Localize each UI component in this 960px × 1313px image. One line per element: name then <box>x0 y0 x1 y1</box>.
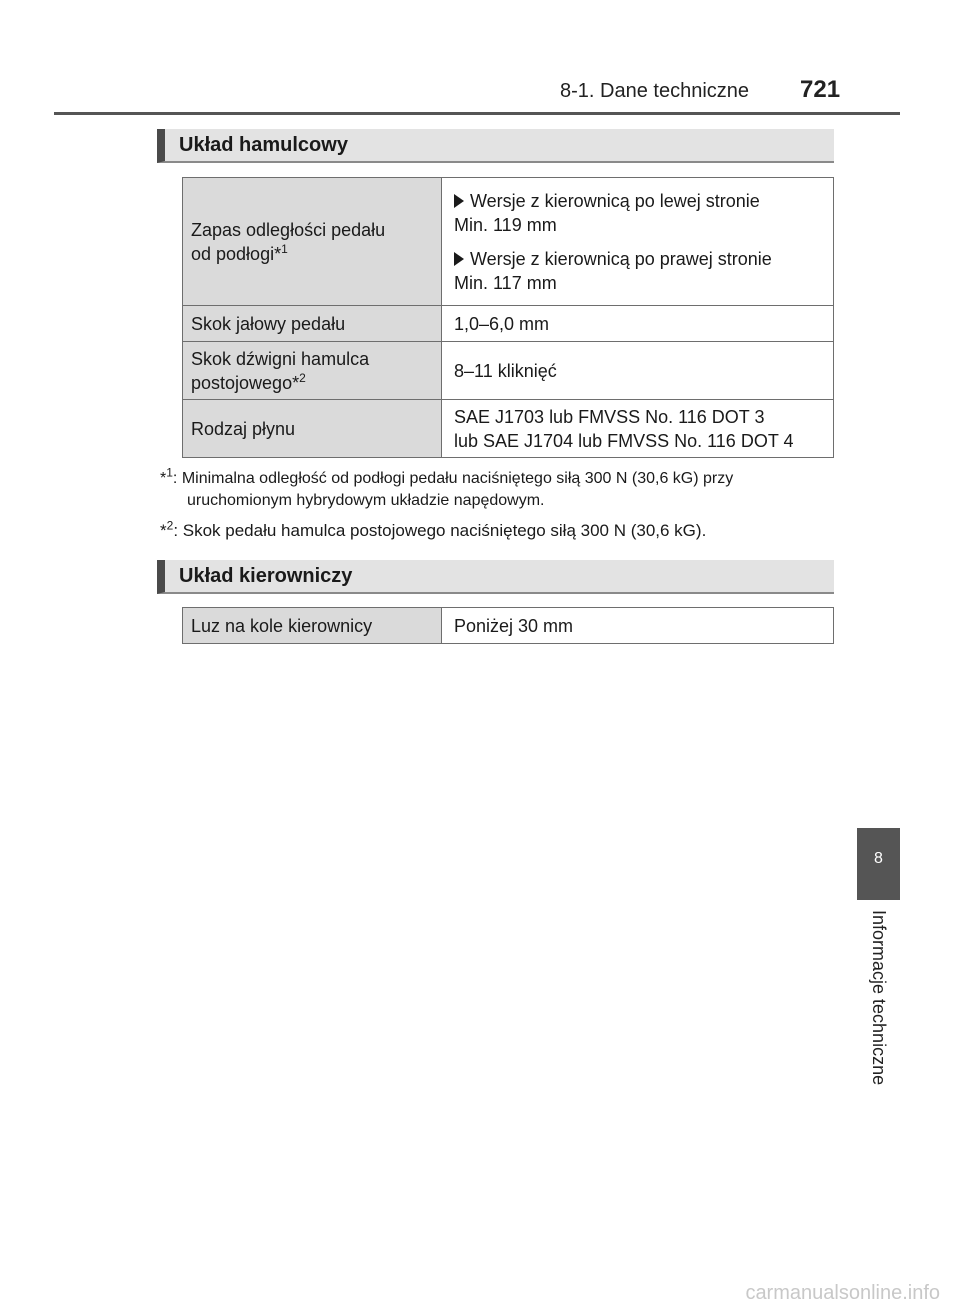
footnote-mark: 1 <box>281 241 288 256</box>
footnote-number: 2 <box>166 518 174 533</box>
triangle-bullet-icon <box>454 194 464 208</box>
free-play-value: 1,0–6,0 mm <box>442 306 834 342</box>
list-item <box>454 247 821 271</box>
bullet-value: Min. 119 mm <box>454 214 557 235</box>
footnote-2 <box>160 520 820 542</box>
footnote-1 <box>160 465 820 512</box>
fluid-line-2: lub SAE J1704 lub FMVSS No. 116 DOT 4 <box>454 430 794 451</box>
footnote-mark: 2 <box>299 370 306 385</box>
wheel-play-label: Luz na kole kierownicy <box>183 608 442 644</box>
footnote-text: : Skok pedału hamulca postojowego naciśniętego siłą 300 N (30,6 kG). <box>173 521 707 540</box>
steering-heading-text: Układ kierowniczy <box>179 565 353 587</box>
bullet-text: Wersje z kierownicą po prawej stronie <box>470 248 772 269</box>
table-row <box>183 608 834 644</box>
bullet-value: Min. 117 mm <box>454 272 557 293</box>
bullet-text: Wersje z kierownicą po lewej stronie <box>470 190 760 211</box>
braking-heading <box>157 129 834 163</box>
header-rule <box>54 112 900 115</box>
chapter-label: Informacje techniczne <box>869 910 889 1086</box>
braking-heading-text: Układ hamulcowy <box>179 134 348 156</box>
footnote-number: 1 <box>166 465 173 480</box>
watermark: carmanualsonline.info <box>745 1282 940 1304</box>
fluid-line-1: SAE J1703 lub FMVSS No. 116 DOT 3 <box>454 406 765 427</box>
fluid-type-label: Rodzaj płynu <box>183 400 442 458</box>
chapter-number: 8 <box>874 850 883 867</box>
parking-lever-value: 8–11 kliknięć <box>442 342 834 400</box>
steering-table <box>182 607 834 644</box>
footnote-star: * <box>160 470 167 487</box>
table-row <box>183 400 834 458</box>
footnote-text-cont: uruchomionym hybrydowym układzie napędowym. <box>187 492 545 509</box>
chapter-tab <box>857 828 900 900</box>
list-item <box>454 189 821 213</box>
table-row <box>183 342 834 400</box>
footnote-text: : Minimalna odległość od podłogi pedału naciśniętego siłą 300 N (30,6 kG) przy <box>172 470 734 487</box>
label-text: Skok dźwigni hamulca postojowego* <box>191 348 370 393</box>
free-play-label: Skok jałowy pedału <box>183 306 442 342</box>
wheel-play-value: Poniżej 30 mm <box>442 608 834 644</box>
footnote-star: * <box>160 521 167 540</box>
label-text: Zapas odległości pedału od podłogi* <box>191 219 386 264</box>
table-row <box>183 178 834 306</box>
triangle-bullet-icon <box>454 252 464 266</box>
page-number: 721 <box>800 76 841 103</box>
steering-heading <box>157 560 834 594</box>
pedal-clearance-label <box>183 178 442 306</box>
pedal-clearance-value <box>442 178 834 306</box>
table-row <box>183 306 834 342</box>
braking-table <box>182 177 834 458</box>
section-title: 8-1. Dane techniczne <box>560 80 750 102</box>
parking-lever-label <box>183 342 442 400</box>
fluid-type-value <box>442 400 834 458</box>
